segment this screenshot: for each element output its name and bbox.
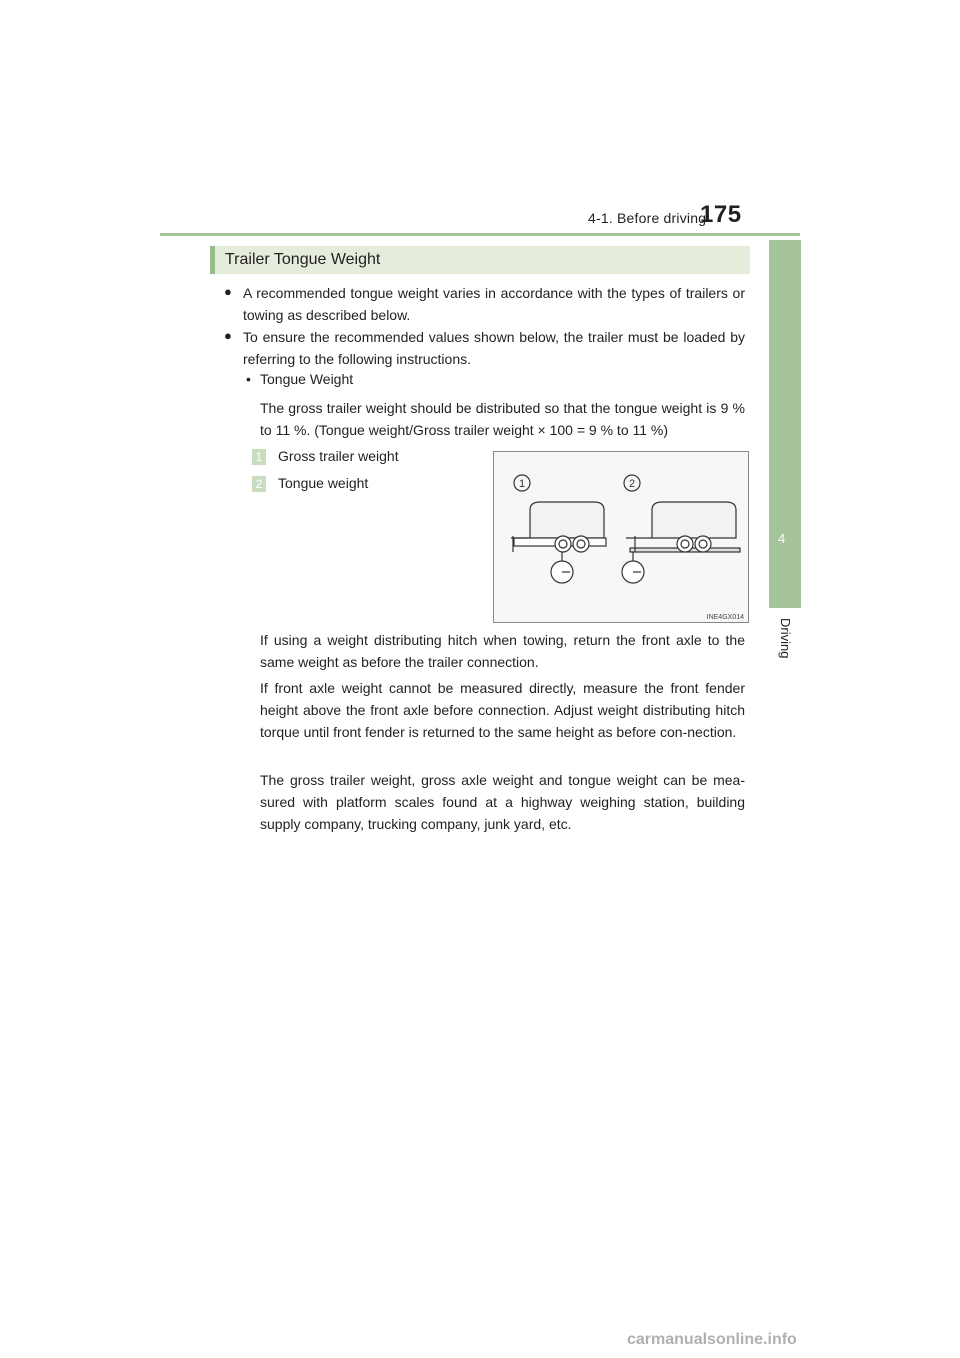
sub-text: The gross trailer weight should be distributed so that the tongue weight is 9 % to 11 %. (Tongue weight/Gross trailer weight × 100 = 9 % to 11 %) bbox=[260, 400, 745, 438]
paragraph-2: If front axle weight cannot be measured directly, measure the front fender height above the front axle before connection. Adjust weight distributing hitch torque until front fender is returned to the same height as before con-nection. bbox=[260, 680, 745, 740]
trailer-illustration bbox=[494, 452, 750, 624]
figure-code: INE4GX014 bbox=[706, 614, 744, 621]
legend-label: Gross trailer weight bbox=[278, 448, 399, 464]
chapter-tab-label-wrap bbox=[779, 618, 797, 678]
bullet-text-2: To ensure the recommended values shown below, the trailer must be loaded by referring to the following instructions. bbox=[243, 329, 745, 367]
callout-label: 1 bbox=[518, 478, 526, 490]
page-number: 175 bbox=[700, 201, 742, 228]
section-heading-text: Trailer Tongue Weight bbox=[225, 251, 381, 268]
trailer-weight-figure bbox=[493, 451, 749, 623]
bullet-icon: ● bbox=[224, 284, 232, 299]
chapter-tab-number: 4 bbox=[778, 531, 786, 546]
bullet-text-1: A recommended tongue weight varies in accordance with the types of trailers or towing as described below. bbox=[243, 285, 745, 323]
legend-label: Tongue weight bbox=[278, 475, 369, 491]
sub-bullet-icon: • bbox=[246, 371, 251, 387]
sub-title: Tongue Weight bbox=[260, 371, 354, 387]
header-rule bbox=[160, 233, 800, 236]
chapter-tab-label: Driving bbox=[778, 618, 793, 659]
callout-label: 2 bbox=[628, 478, 636, 490]
watermark: carmanualsonline.info bbox=[627, 1331, 797, 1348]
legend-number: 1 bbox=[252, 449, 266, 465]
paragraph-1: If using a weight distributing hitch when towing, return the front axle to the same weight as before the trailer connection. bbox=[260, 632, 745, 670]
paragraph-3: The gross trailer weight, gross axle weight and tongue weight can be mea-sured with platform scales found at a highway weighing station, building supply company, trucking company, junk yard, etc. bbox=[260, 772, 745, 832]
section-heading bbox=[210, 246, 750, 274]
legend-number: 2 bbox=[252, 476, 266, 492]
chapter-tab bbox=[769, 240, 801, 608]
bullet-icon: ● bbox=[224, 328, 232, 343]
section-title: 4-1. Before driving bbox=[588, 210, 707, 226]
